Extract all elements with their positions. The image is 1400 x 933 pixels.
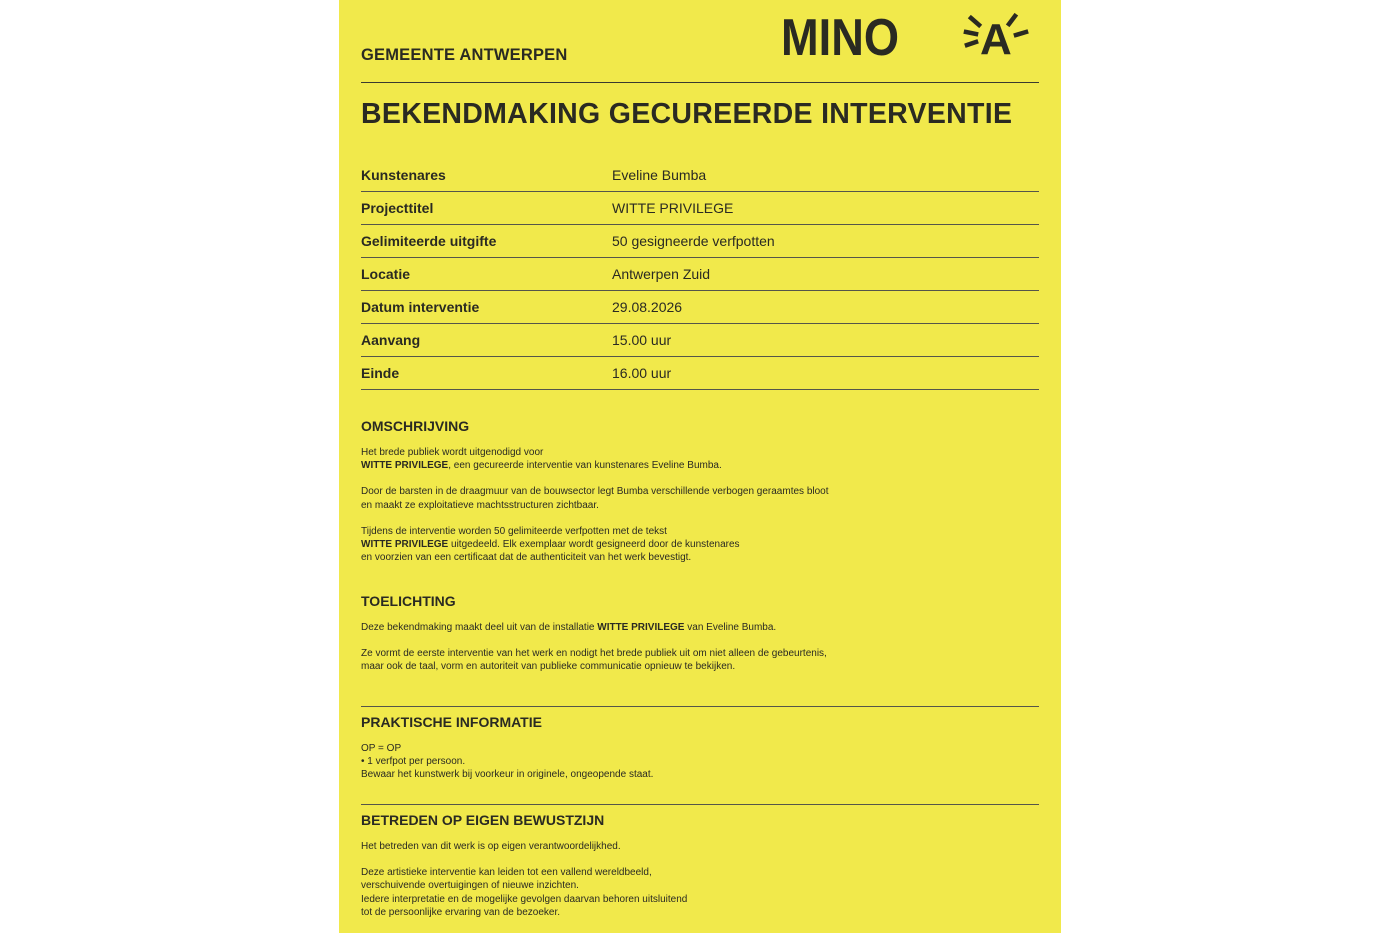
- row-label: Kunstenares: [361, 159, 612, 192]
- toelichting-section: [361, 593, 1039, 674]
- section-heading: OMSCHRIJVING: [361, 418, 470, 434]
- table-row: [361, 291, 1039, 324]
- paragraph: Door de barsten in de draagmuur van de bouwsector legt Bumba verschillende verbogen geraamtes bloot en maakt ze exploitatieve machtsstructuren zichtbaar.: [361, 486, 829, 511]
- section-heading: PRAKTISCHE INFORMATIE: [361, 714, 542, 730]
- row-value: 29.08.2026: [612, 291, 1039, 324]
- info-table: [361, 159, 1039, 390]
- row-value: Eveline Bumba: [612, 159, 1039, 192]
- page-title: BEKENDMAKING GECUREERDE INTERVENTIE: [361, 98, 1013, 130]
- paragraph: Ze vormt de eerste interventie van het werk en nodigt het brede publiek uit om niet alleen de gebeurtenis, maar ook de taal, vorm en autoriteit van publieke communicatie opnieuw te bekijken.: [361, 648, 827, 673]
- section-divider: [361, 706, 1039, 707]
- table-row: [361, 159, 1039, 192]
- paragraph: OP = OP • 1 verfpot per persoon. Bewaar het kunstwerk bij voorkeur in originele, ongeopende staat.: [361, 743, 654, 781]
- table-row: [361, 192, 1039, 225]
- praktische-informatie-section: [361, 714, 1039, 782]
- row-value: Antwerpen Zuid: [612, 258, 1039, 291]
- paragraph: Tijdens de interventie worden 50 gelimiteerde verfpotten met de tekst WITTE PRIVILEGE uitgedeeld. Elk exemplaar wordt gesigneerd door de kunstenares en voorzien van een certificaat dat de authenticiteit van het werk bevestigt.: [361, 525, 740, 564]
- svg-text:MINO: MINO: [781, 9, 899, 67]
- row-label: Einde: [361, 357, 612, 390]
- announcement-poster: [339, 0, 1061, 933]
- omschrijving-section: [361, 418, 1039, 564]
- table-row: [361, 258, 1039, 291]
- row-value: 16.00 uur: [612, 357, 1039, 390]
- row-value: WITTE PRIVILEGE: [612, 192, 1039, 225]
- paragraph: Het betreden van dit werk is op eigen verantwoordelijkhed.: [361, 841, 621, 852]
- row-label: Aanvang: [361, 324, 612, 357]
- mino-logo: [781, 9, 901, 67]
- row-label: Projecttitel: [361, 192, 612, 225]
- section-divider: [361, 804, 1039, 805]
- section-heading: BETREDEN OP EIGEN BEWUSTZIJN: [361, 812, 605, 828]
- table-row: [361, 357, 1039, 390]
- section-heading: TOELICHTING: [361, 593, 456, 609]
- organization-name: GEMEENTE ANTWERPEN: [361, 46, 568, 64]
- svg-text:A: A: [980, 15, 1012, 64]
- antwerpen-a-logo: [963, 12, 1031, 64]
- row-label: Locatie: [361, 258, 612, 291]
- row-label: Datum interventie: [361, 291, 612, 324]
- header-divider: [361, 82, 1039, 83]
- table-row: [361, 225, 1039, 258]
- paragraph: Deze artistieke interventie kan leiden tot een vallend wereldbeeld, verschuivende overtuigingen of nieuwe inzichten. Iedere interpretatie en de mogelijke gevolgen daarvan behoren uitsluitend tot de persoonlijke ervaring van de bezoeker.: [361, 867, 688, 918]
- row-label: Gelimiteerde uitgifte: [361, 225, 612, 258]
- row-value: 15.00 uur: [612, 324, 1039, 357]
- betreden-section: [361, 812, 1039, 919]
- row-value: 50 gesigneerde verfpotten: [612, 225, 1039, 258]
- paragraph: Het brede publiek wordt uitgenodigd voor WITTE PRIVILEGE, een gecureerde interventie van kunstenares Eveline Bumba.: [361, 447, 722, 472]
- table-row: [361, 324, 1039, 357]
- paragraph: Deze bekendmaking maakt deel uit van de installatie WITTE PRIVILEGE van Eveline Bumba.: [361, 622, 777, 633]
